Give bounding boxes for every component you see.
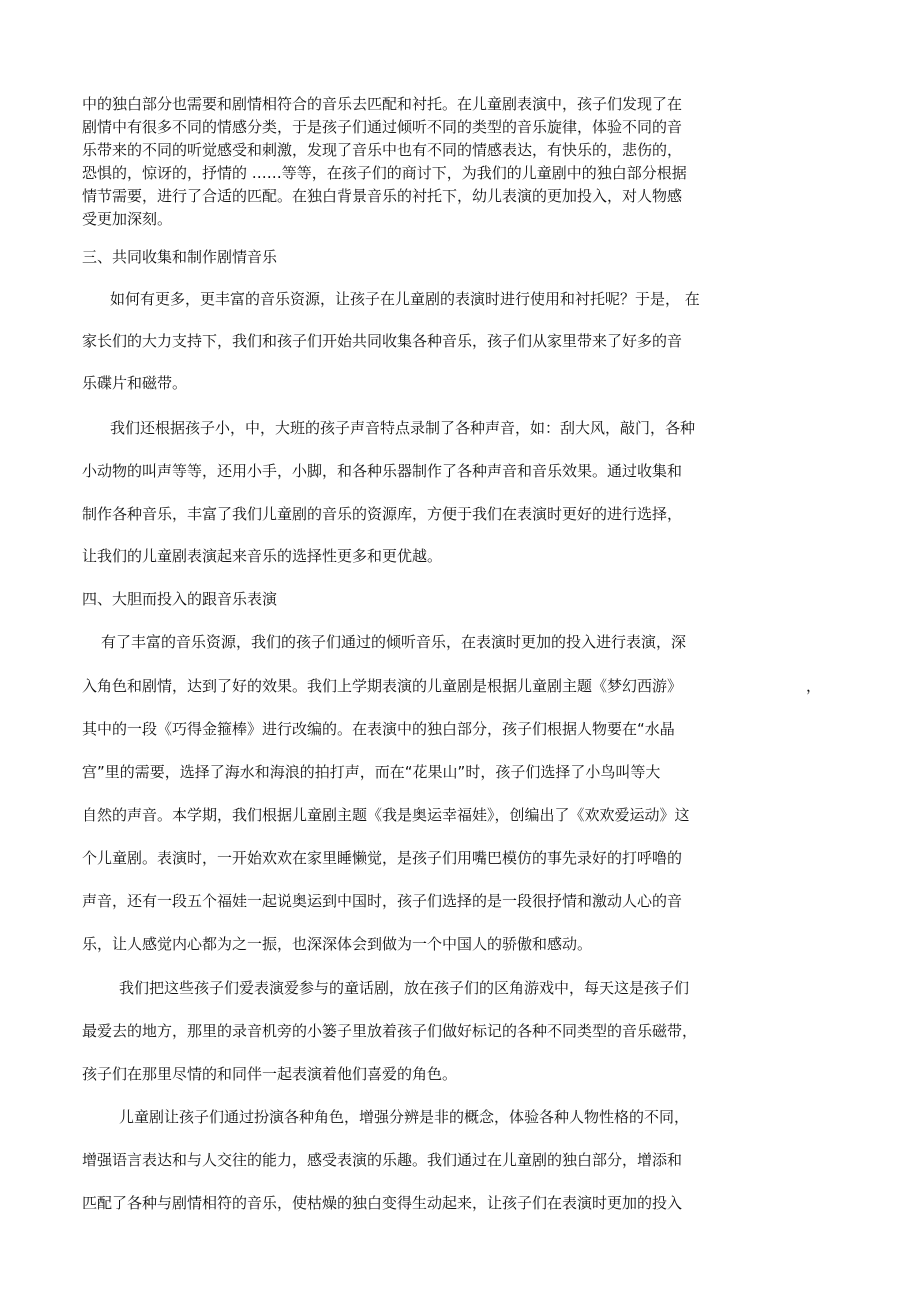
trailing-comma: ， [806,677,822,695]
paragraph-line: 儿童剧让孩子们通过扮演各种角色，增强分辨是非的概念，体验各种人物性格的不同， [119,1108,690,1126]
paragraph-line: 入角色和剧情，达到了好的效果。我们上学期表演的儿童剧是根据儿童剧主题《梦幻西游》 [82,677,683,695]
paragraph-line: 自然的声音。本学期，我们根据儿童剧主题《我是奥运幸福娃》，创编出了《欢欢爱运动》这 [82,806,690,824]
paragraph-line: 有了丰富的音乐资源，我们的孩子们通过的倾听音乐，在表演时更加的投入进行表演，深 [101,633,687,651]
paragraph-line: 增强语言表达和与人交往的能力，感受表演的乐趣。我们通过在儿童剧的独白部分，增添和 [82,1151,683,1169]
paragraph-line: 如何有更多，更丰富的音乐资源，让孩子在儿童剧的表演时进行使用和衬托呢？于是， 在 [110,290,700,308]
paragraph-line: 让我们的儿童剧表演起来音乐的选择性更多和更优越。 [82,547,443,565]
intro-line: 受更加深刻。 [82,210,173,228]
paragraph-line: 孩子们在那里尽情的和同伴一起表演着他们喜爱的角色。 [82,1065,458,1083]
section-heading-4: 四、大胆而投入的跟音乐表演 [82,590,278,608]
paragraph-line: 个儿童剧。表演时，一开始欢欢在家里睡懒觉，是孩子们用嘴巴模仿的事先录好的打呼噜的 [82,849,683,867]
intro-line: 乐带来的不同的听觉感受和刺激，发现了音乐中也有不同的情感表达，有快乐的，悲伤的， [82,141,683,159]
section-heading-3: 三、共同收集和制作剧情音乐 [82,248,278,266]
intro-line: 剧情中有很多不同的情感分类，于是孩子们通过倾听不同的类型的音乐旋律，体验不同的音 [82,118,683,136]
intro-line: 中的独白部分也需要和剧情相符合的音乐去匹配和衬托。在儿童剧表演中，孩子们发现了在 [82,95,683,113]
paragraph-line: 制作各种音乐，丰富了我们儿童剧的音乐的资源库，方便于我们在表演时更好的进行选择， [82,505,683,523]
paragraph-line: 小动物的叫声等等，还用小手，小脚，和各种乐器制作了各种声音和音乐效果。通过收集和 [82,462,683,480]
paragraph-line: 家长们的大力支持下，我们和孩子们开始共同收集各种音乐，孩子们从家里带来了好多的音 [82,332,683,350]
intro-line: 恐惧的，惊讶的，抒情的 ……等等，在孩子们的商讨下，为我们的儿童剧中的独白部分根据 [82,164,687,182]
paragraph-line: 乐碟片和磁带。 [82,374,188,392]
paragraph-line: 乐，让人感觉内心都为之一振，也深深体会到做为一个中国人的骄傲和感动。 [82,935,593,953]
paragraph-line: 我们把这些孩子们爱表演爱参与的童话剧，放在孩子们的区角游戏中，每天这是孩子们 [119,979,690,997]
paragraph-line: 声音，还有一段五个福娃一起说奥运到中国时，孩子们选择的是一段很抒情和激动人心的音 [82,892,683,910]
paragraph-line: 最爱去的地方，那里的录音机旁的小篓子里放着孩子们做好标记的各种不同类型的音乐磁带， [82,1022,698,1040]
paragraph-line: 我们还根据孩子小，中，大班的孩子声音特点录制了各种声音，如：刮大风，敲门，各种 [110,419,696,437]
intro-line: 情节需要，进行了合适的匹配。在独白背景音乐的衬托下，幼儿表演的更加投入，对人物感 [82,187,683,205]
paragraph-line: 宫”里的需要，选择了海水和海浪的拍打声，而在“花果山”时，孩子们选择了小鸟叫等大 [82,763,661,781]
paragraph-line: 其中的一段《巧得金箍棒》进行改编的。在表演中的独白部分，孩子们根据人物要在“水晶 [82,720,675,738]
paragraph-line: 匹配了各种与剧情相符的音乐，使枯燥的独白变得生动起来，让孩子们在表演时更加的投入 [82,1194,683,1212]
